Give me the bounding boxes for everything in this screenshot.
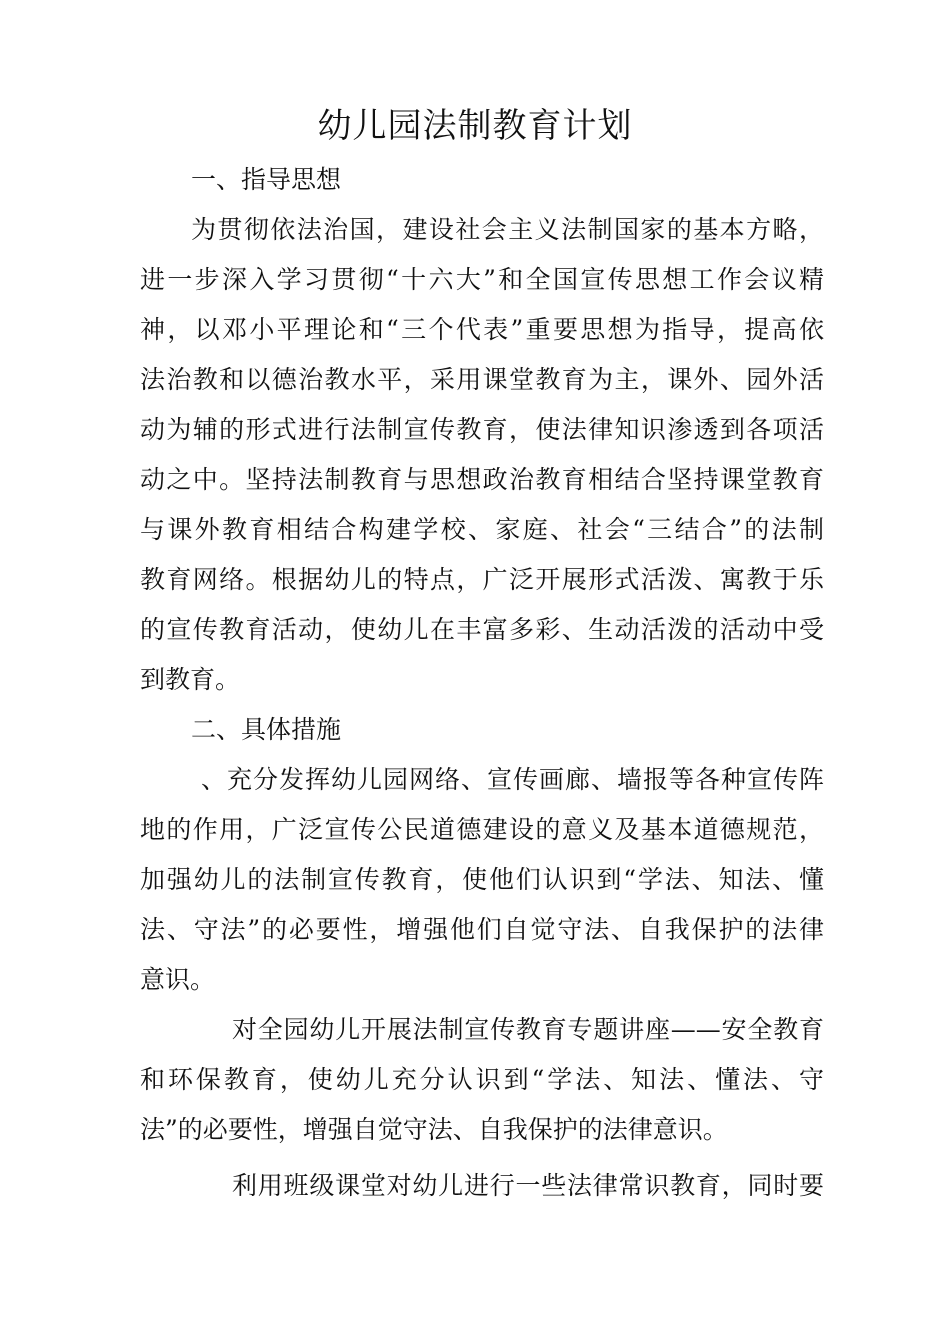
paragraph-line: 的宣传教育活动，使幼儿在丰富多彩、生动活泼的活动中受 [140, 615, 824, 644]
paragraph-line: 加强幼儿的法制宣传教育，使他们认识到“学法、知法、懂 [140, 865, 824, 894]
paragraph-line: 对全园幼儿开展法制宣传教育专题讲座——安全教育 [232, 1015, 824, 1044]
paragraph-line: 意识。 [140, 965, 216, 994]
paragraph-line: 利用班级课堂对幼儿进行一些法律常识教育，同时要 [232, 1171, 824, 1200]
paragraph-line: 、充分发挥幼儿园网络、宣传画廊、墙报等各种宣传阵 [201, 765, 824, 794]
paragraph-line: 教育网络。根据幼儿的特点，广泛开展形式活泼、寓教于乐 [140, 565, 824, 594]
paragraph-line: 为贯彻依法治国，建设社会主义法制国家的基本方略， [191, 215, 824, 244]
document-title: 幼儿园法制教育计划 [317, 106, 633, 146]
heading-specific-measures: 二、具体措施 [191, 715, 342, 744]
paragraph-line: 神，以邓小平理论和“三个代表”重要思想为指导，提高依 [140, 315, 824, 344]
paragraph-line: 和环保教育，使幼儿充分认识到“学法、知法、懂法、守 [140, 1065, 824, 1094]
heading-guiding-ideology: 一、指导思想 [191, 165, 342, 194]
paragraph-line: 法、守法”的必要性，增强他们自觉守法、自我保护的法律 [140, 915, 824, 944]
paragraph-line: 法”的必要性，增强自觉守法、自我保护的法律意识。 [140, 1115, 728, 1144]
paragraph-line: 动为辅的形式进行法制宣传教育，使法律知识渗透到各项活 [140, 415, 824, 444]
paragraph-line: 法治教和以德治教水平，采用课堂教育为主，课外、园外活 [140, 365, 824, 394]
paragraph-line: 到教育。 [140, 665, 241, 694]
paragraph-line: 动之中。坚持法制教育与思想政治教育相结合坚持课堂教育 [140, 465, 824, 494]
paragraph-line: 与课外教育相结合构建学校、家庭、社会“三结合”的法制 [140, 515, 824, 544]
paragraph-line: 地的作用，广泛宣传公民道德建设的意义及基本道德规范， [140, 815, 824, 844]
paragraph-line: 进一步深入学习贯彻“十六大”和全国宣传思想工作会议精 [140, 265, 824, 294]
